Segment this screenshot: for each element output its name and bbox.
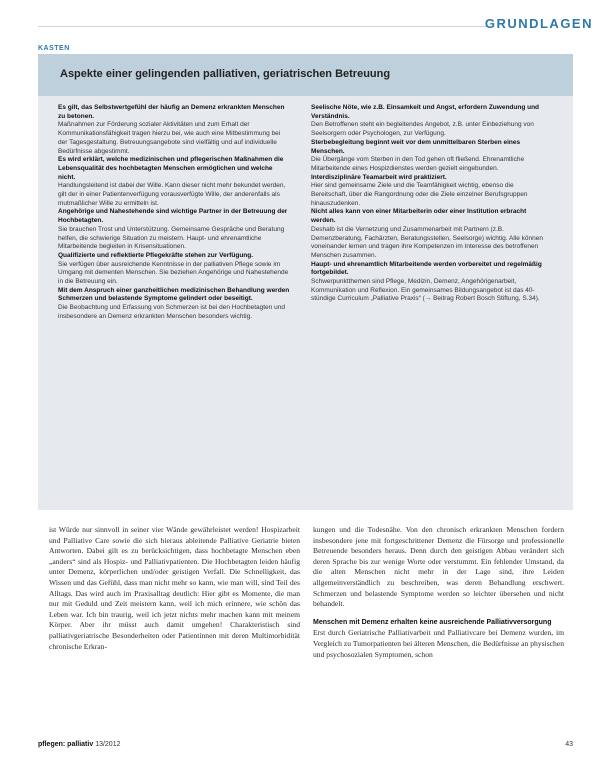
right-item-heading: Seelische Nöte, wie z.B. Einsamkeit und Angst, erfordern Zuwendung und Verständnis. xyxy=(311,104,540,120)
body-right-column xyxy=(313,525,564,660)
left-item-heading: Qualifizierte und reflektierte Pflegekräfte stehen zur Verfügung. xyxy=(58,251,254,259)
right-item-text: Deshalb ist die Vernetzung und Zusammenarbeit mit Partnern (z.B. Demenzberatung, Fachärzten, Beratungsstellen, Seelsorge) wichtig. Alle können voneinander lernen und tragen ihre Kompetenzen im Interesse des betroffenen Menschen zusammen. xyxy=(311,225,543,259)
footer-journal xyxy=(38,741,121,748)
box-tag: KASTEN xyxy=(38,45,70,52)
body-subheading: Menschen mit Demenz erhalten keine ausreichende Palliativversorgung xyxy=(313,618,552,626)
left-item-heading: Es wird erklärt, welche medizinischen und pflegerischen Maßnahmen die Lebensqualität des hochbetagten Menschen ermöglichen und welche nicht. xyxy=(58,156,284,181)
left-item-text: Handlungsleitend ist dabei der Wille. Kann dieser nicht mehr bekundet werden, gilt der in einer Patientenverfügung vorausverfügte Wille, der anderenfalls als mutmaßlicher Wille zu ermitteln ist. xyxy=(58,182,286,207)
footer-journal-name: pflegen: palliativ xyxy=(38,741,94,748)
body-right-text: kungen und die Todesnähe. Von den chronisch erkrankten Menschen fordern insbesondere jene mit fortgeschrittener Demenz die Fürsorge und professionelle Betreuende besonders heraus. Denn durch den geistigen Abbau verändert sich deren Sprache bis zur wenige Worte oder verstummt. Ein fehlender Umstand, da die alten Menschen nicht mehr in der Lage sind, ihre Leiden allgemeinverständlich zu beschreiben, was deren Behandlung erschwert. Schmerzen und belastende Symptome werden so leichter übersehen und nicht behandelt. xyxy=(313,525,564,609)
left-item-heading: Es gilt, das Selbstwertgefühl der häufig an Demenz erkrankten Menschen zu betonen. xyxy=(58,104,285,120)
left-item-text: Sie brauchen Trost und Unterstützung. Gemeinsame Gespräche und Beratung helfen, die schwierige Situation zu meistern. Haupt- und ehrenamtliche Mitarbeitende begleiten in Krisensituationen. xyxy=(58,225,285,251)
right-item-heading: Nicht alles kann von einer Mitarbeiterin oder einer Institution erbracht werden. xyxy=(311,208,527,225)
right-item-text: Die Übergänge vom Sterben in den Tod gehen oft fließend. Ehrenamtliche Mitarbeitende eines Hospizdienstes werden gezielt eingebunden. xyxy=(311,156,525,172)
info-box-left-column xyxy=(58,104,290,322)
left-item-text: Sie verfügen über ausreichende Kenntnisse in der palliativen Pflege sowie im Umgang mit dementen Menschen. Sie beziehen Angehörige und Nahestehende in die Betreuung ein. xyxy=(58,260,289,286)
left-item-heading: Mit dem Anspruch einer ganzheitlichen medizinischen Behandlung werden Schmerzen und belastende Symptome gelindert oder beseitigt. xyxy=(58,286,290,303)
right-item-heading: Sterbebegleitung beginnt weit vor dem unmittelbaren Sterben eines Menschen. xyxy=(311,138,521,155)
info-box xyxy=(38,54,573,510)
body-left-column xyxy=(49,525,300,652)
section-title: GRUNDLAGEN xyxy=(484,16,593,31)
right-item-text: Schwerpunktthemen sind Pflege, Medizin, Demenz, Angehörigenarbeit, Kommunikation und Reflexion. Ein gemeinsames Bildungsangebot ist das 40-stündige Curriculum „Palliative Praxis“ (→ Beitrag Robert Bosch Stiftung, S.34). xyxy=(311,278,540,303)
left-item-heading: Angehörige und Nahestehende sind wichtige Partner in der Betreuung der Hochbetagten. xyxy=(58,208,288,225)
body-right-text-2: Erst durch Geriatrische Palliativarbeit und Palliativcare bei Demenz wurden, im Vergleich zu Tumorpatienten bei älteren Menschen, die Bedürfnisse an physischen und psychosozialen Symptomen, schon xyxy=(313,628,564,659)
info-box-right-column xyxy=(311,104,543,304)
left-item-text: Maßnahmen zur Förderung sozialer Aktivitäten und zum Erhalt der Kommunikationsfähigkeit tragen hierzu bei, wie auch eine Mitbestimmung bei der Tagesgestaltung. Betreuungsangebote sind vielfältig und auf individuelle Bedürfnisse abgestimmt. xyxy=(58,121,281,155)
right-item-heading: Interdisziplinäre Teamarbeit wird praktiziert. xyxy=(311,173,447,181)
footer-issue: 13/2012 xyxy=(95,741,121,748)
header-rule xyxy=(38,26,488,27)
left-item-text: Die Beobachtung und Erfassung von Schmerzen ist bei den Hochbetagten und insbesondere an Demenz erkrankten Menschen besonders wichtig. xyxy=(58,304,285,320)
right-item-text: Den Betroffenen steht ein begleitendes Angebot, z.B. unter Einbeziehung von Seelsorgern oder Psychologen, zur Verfügung. xyxy=(311,121,534,138)
info-box-title: Aspekte einer gelingenden palliativen, geriatrischen Betreuung xyxy=(60,68,391,80)
page-number: 43 xyxy=(565,741,573,748)
right-item-heading: Haupt- und ehrenamtlich Mitarbeitende werden vorbereitet und regelmäßig fortgebildet. xyxy=(311,260,542,277)
right-item-text: Hier sind gemeinsame Ziele und die Teamfähigkeit wichtig, ebenso die Bereitschaft, über die Rangordnung oder die Ziele einzelner Berufsgruppen hinauszudenken. xyxy=(311,182,528,207)
body-left-text: ist Würde nur sinnvoll in seiner vier Wände gewährleistet werden! Hospizarbeit und Palliative Care sowie die sich hieraus ableitende Palliative Geriatrie bieten Antworten. Dabei gilt es zu berücksichtigen, dass hochbetagte Menschen eben „anders“ sind als Hospiz- und Palliativpatienten. Die Hochbetagten leiden häufig unter Demenz, körperlichen und/oder geistigen Verfall. Die Schnelligkeit, das Wissen und das Gefühl, dass man nicht mehr so kann, wie man will, sind Teil des Alltags. Das wird auch im Praxisalltag deutlich: Hier gibt es Momente, die man nur mit Geduld und Zeit meistern kann, weil ich mich erinnere, wie schön das Leben war. Ich bin traurig, weil ich jetzt nichts mehr machen kann mit meinem Körper. Aber ihr müsst auch damit umgehen! Charakteristisch sind palliativgeriatrische Besonderheiten oder Patientinnen mit deren Multimorbidität chronische Erkran- xyxy=(49,525,300,651)
